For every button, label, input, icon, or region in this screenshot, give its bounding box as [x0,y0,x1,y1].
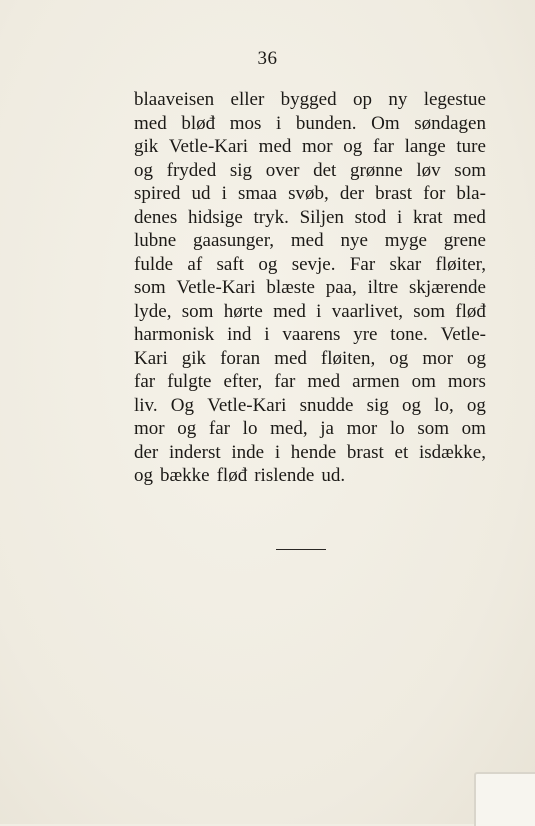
text-line [134,441,486,465]
word: rislende [254,465,315,486]
word: som [454,159,486,181]
word: gik [181,347,207,369]
word: blaaveisen [134,89,215,110]
word: lo, [434,394,454,416]
word: der [134,441,159,463]
scan-corner-mark [474,772,535,826]
word: i [221,183,227,204]
word: skjærende [408,277,486,298]
word: far [134,371,156,392]
word: svøb, [288,183,329,204]
word: i [264,324,270,345]
word: far [372,136,394,157]
word: smaa [237,183,277,204]
word: skar [389,253,422,275]
word: som [181,300,214,322]
word: og [134,159,153,181]
word: krat [412,206,443,228]
word: tryk. [253,206,289,228]
word: og [258,253,278,275]
word: iltre [367,277,399,298]
word: paa, [325,277,357,298]
word: Kari [134,347,168,369]
text-line [134,159,486,183]
word: Siljen [299,206,344,228]
word: stod [354,206,387,228]
word: vaarens [282,324,341,345]
word: ny [388,89,408,110]
word: eller [230,89,265,110]
word: ud. [321,465,346,486]
word: hørte [223,300,263,322]
word: løv [416,159,441,181]
word: gaasunger, [193,230,275,251]
text-line [134,88,486,112]
word: sig [229,159,253,181]
word: og [466,347,486,369]
word: lo [242,418,258,439]
word: og [343,136,363,157]
word: bløđ [181,112,216,134]
word: med [258,136,292,157]
text-line [134,276,486,300]
text-line [134,253,486,277]
word: ture [456,136,486,157]
word: med [134,112,167,134]
text-line [134,464,486,488]
section-divider-rule [276,549,326,550]
word: fløiten, [320,347,376,369]
word: foran [220,347,261,369]
word: armen [352,371,400,392]
word: myge [384,230,427,251]
word: op [352,89,372,110]
word: som [134,277,166,298]
text-line [134,182,486,206]
word: blæste [266,277,315,298]
word: med, [270,418,308,439]
word: Vetle-Kari [168,136,249,157]
text-line [134,300,486,324]
word: søndagen [414,112,486,134]
word: inde [231,441,265,463]
word: med [274,347,307,369]
word: Vetle-Kari [176,277,256,298]
word: mor [422,347,453,369]
word: og [177,418,197,439]
word: legestue [423,89,486,110]
word: mos [229,112,262,134]
word: yre [353,324,378,345]
word: det [313,159,337,181]
word: med [307,371,341,392]
text-line [134,112,486,136]
word: grene [443,230,486,251]
word: Og [170,394,195,416]
word: Vetle- [440,324,486,345]
word: Far [349,253,376,275]
word: ind [227,324,252,345]
word: der [339,183,365,204]
word: med [290,230,324,251]
word: bla- [456,183,486,204]
text-line [134,394,486,418]
word: i [316,300,322,322]
word: saft [216,253,244,275]
word: ja [320,418,334,439]
word: harmonisk [134,324,215,345]
word: i [396,206,403,228]
word: mor [346,418,378,439]
word: grønne [349,159,403,181]
word: som [413,300,445,322]
word: og [466,394,486,416]
word: bække [160,465,210,486]
word: Vetle-Kari [207,394,287,416]
word: mors [447,371,486,392]
word: og [389,347,409,369]
word: et [394,441,409,463]
page-number: 36 [257,48,278,69]
word: gik [134,136,159,157]
text-line [134,229,486,253]
word: med [453,206,486,228]
word: nye [340,230,368,251]
body-text [134,88,486,488]
word: ud [191,183,211,204]
word: fryded [166,159,217,181]
text-line [134,206,486,230]
word: tone. [390,324,428,345]
word: mor [134,418,165,439]
word: om [411,371,436,392]
word: lo [389,418,405,439]
word: liv. [134,394,158,416]
word: fulde [134,253,174,275]
word: hidsige [187,206,243,228]
word: efter, [223,371,263,392]
word: inderst [168,441,221,463]
word: fløđ [216,465,248,486]
word: i [275,112,282,134]
word: bygged [280,89,337,110]
word: snudde [299,394,354,416]
word: hende [290,441,337,463]
word: far [208,418,231,439]
word: af [187,253,203,275]
text-line [134,347,486,371]
word: fløiter, [435,253,486,275]
word: og [134,465,153,486]
word: brast [375,183,413,204]
word: vaarlivet, [331,300,403,322]
text-line [134,135,486,159]
word: for [423,183,446,204]
word: om [461,418,486,439]
word: lyde, [134,300,172,322]
word: far [274,371,296,392]
word: fløđ [455,300,486,322]
word: denes [134,206,178,228]
word: isdække, [418,441,486,463]
word: lange [404,136,446,157]
word: og [401,394,421,416]
word: spired [134,183,181,204]
word: mor [302,136,333,157]
word: fulgte [167,371,212,392]
word: lubne [134,230,177,251]
word: bunden. [295,112,357,134]
word: brast [346,441,384,463]
word: sevje. [291,253,336,275]
word: over [265,159,300,181]
word: i [274,441,281,463]
text-line [134,417,486,441]
word: som [417,418,449,439]
word: med [273,300,306,322]
text-line [134,370,486,394]
text-line [134,323,486,347]
word: sig [366,394,389,416]
word: Om [371,112,400,134]
